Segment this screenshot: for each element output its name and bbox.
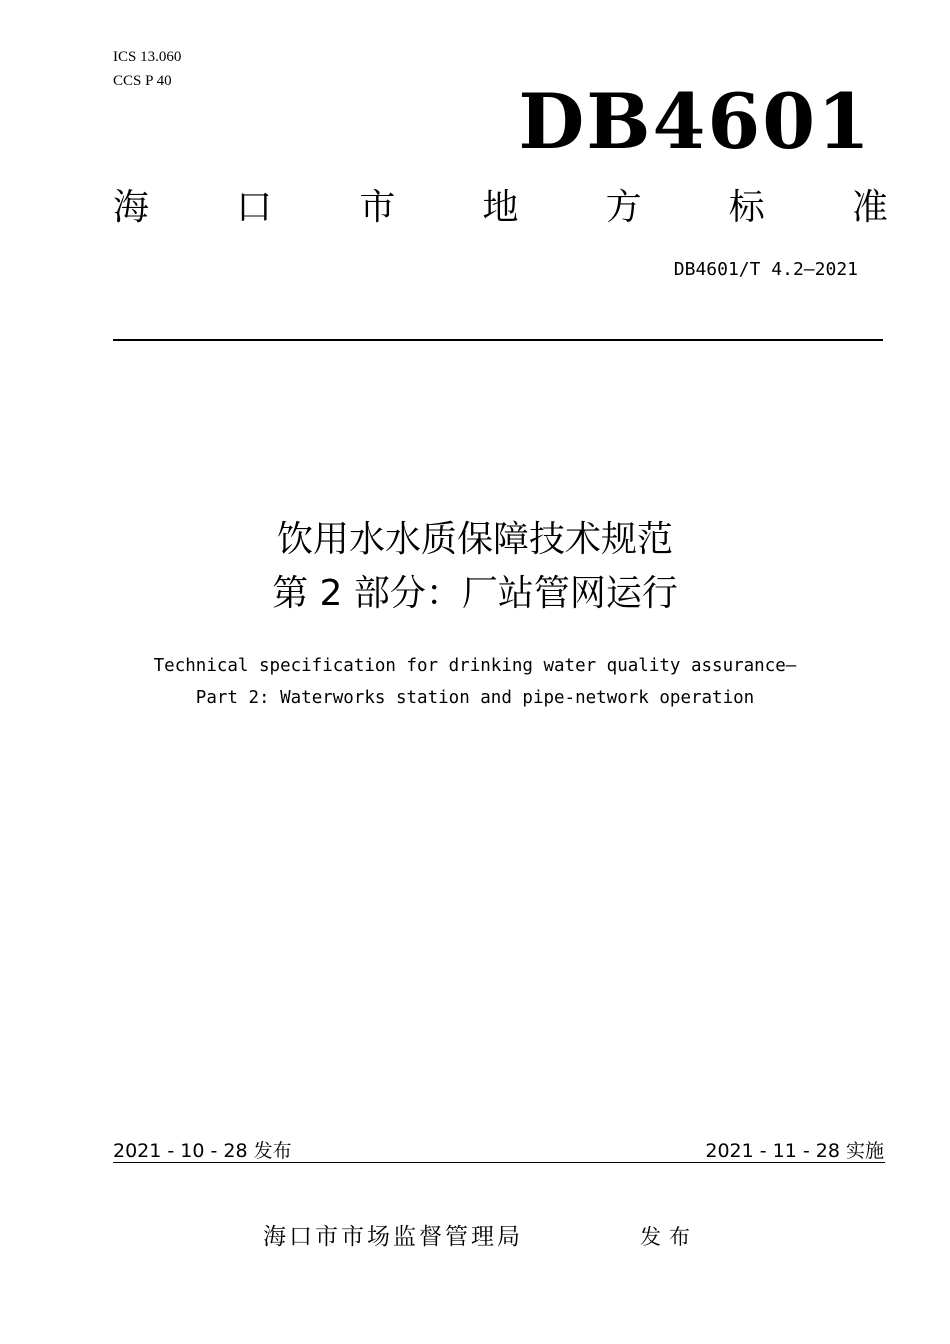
standard-type-char: 口 [236, 187, 273, 228]
ics-code: ICS 13.060 [113, 49, 182, 65]
implementation-date: 2021 - 11 - 28 实施 [705, 1140, 884, 1162]
title-chinese-line-2: 第 2 部分：厂站管网运行 [272, 573, 678, 614]
issue-label: 发布 [640, 1225, 698, 1249]
standard-type-char: 市 [359, 187, 396, 228]
standard-type-char: 海 [113, 187, 150, 228]
ccs-code: CCS P 40 [113, 73, 172, 89]
title-english-line-2: Part 2: Waterworks station and pipe-network operation [195, 688, 755, 708]
standard-type-char: 标 [728, 187, 765, 228]
title-english-line-1: Technical specification for drinking water quality assurance— [153, 656, 797, 676]
header-divider [113, 339, 883, 341]
standard-type-char: 准 [851, 187, 888, 228]
standard-code: DB4601 [518, 77, 872, 166]
issuing-authority: 海口市市场监督管理局 [263, 1224, 523, 1250]
title-chinese-line-1: 饮用水水质保障技术规范 [276, 519, 673, 560]
standard-type [113, 183, 888, 233]
standard-number: DB4601/T 4.2—2021 [673, 259, 858, 280]
footer-divider [113, 1162, 885, 1163]
issue-date: 2021 - 10 - 28 发布 [113, 1140, 292, 1162]
standard-type-char: 方 [605, 187, 642, 228]
standard-type-char: 地 [482, 187, 519, 228]
